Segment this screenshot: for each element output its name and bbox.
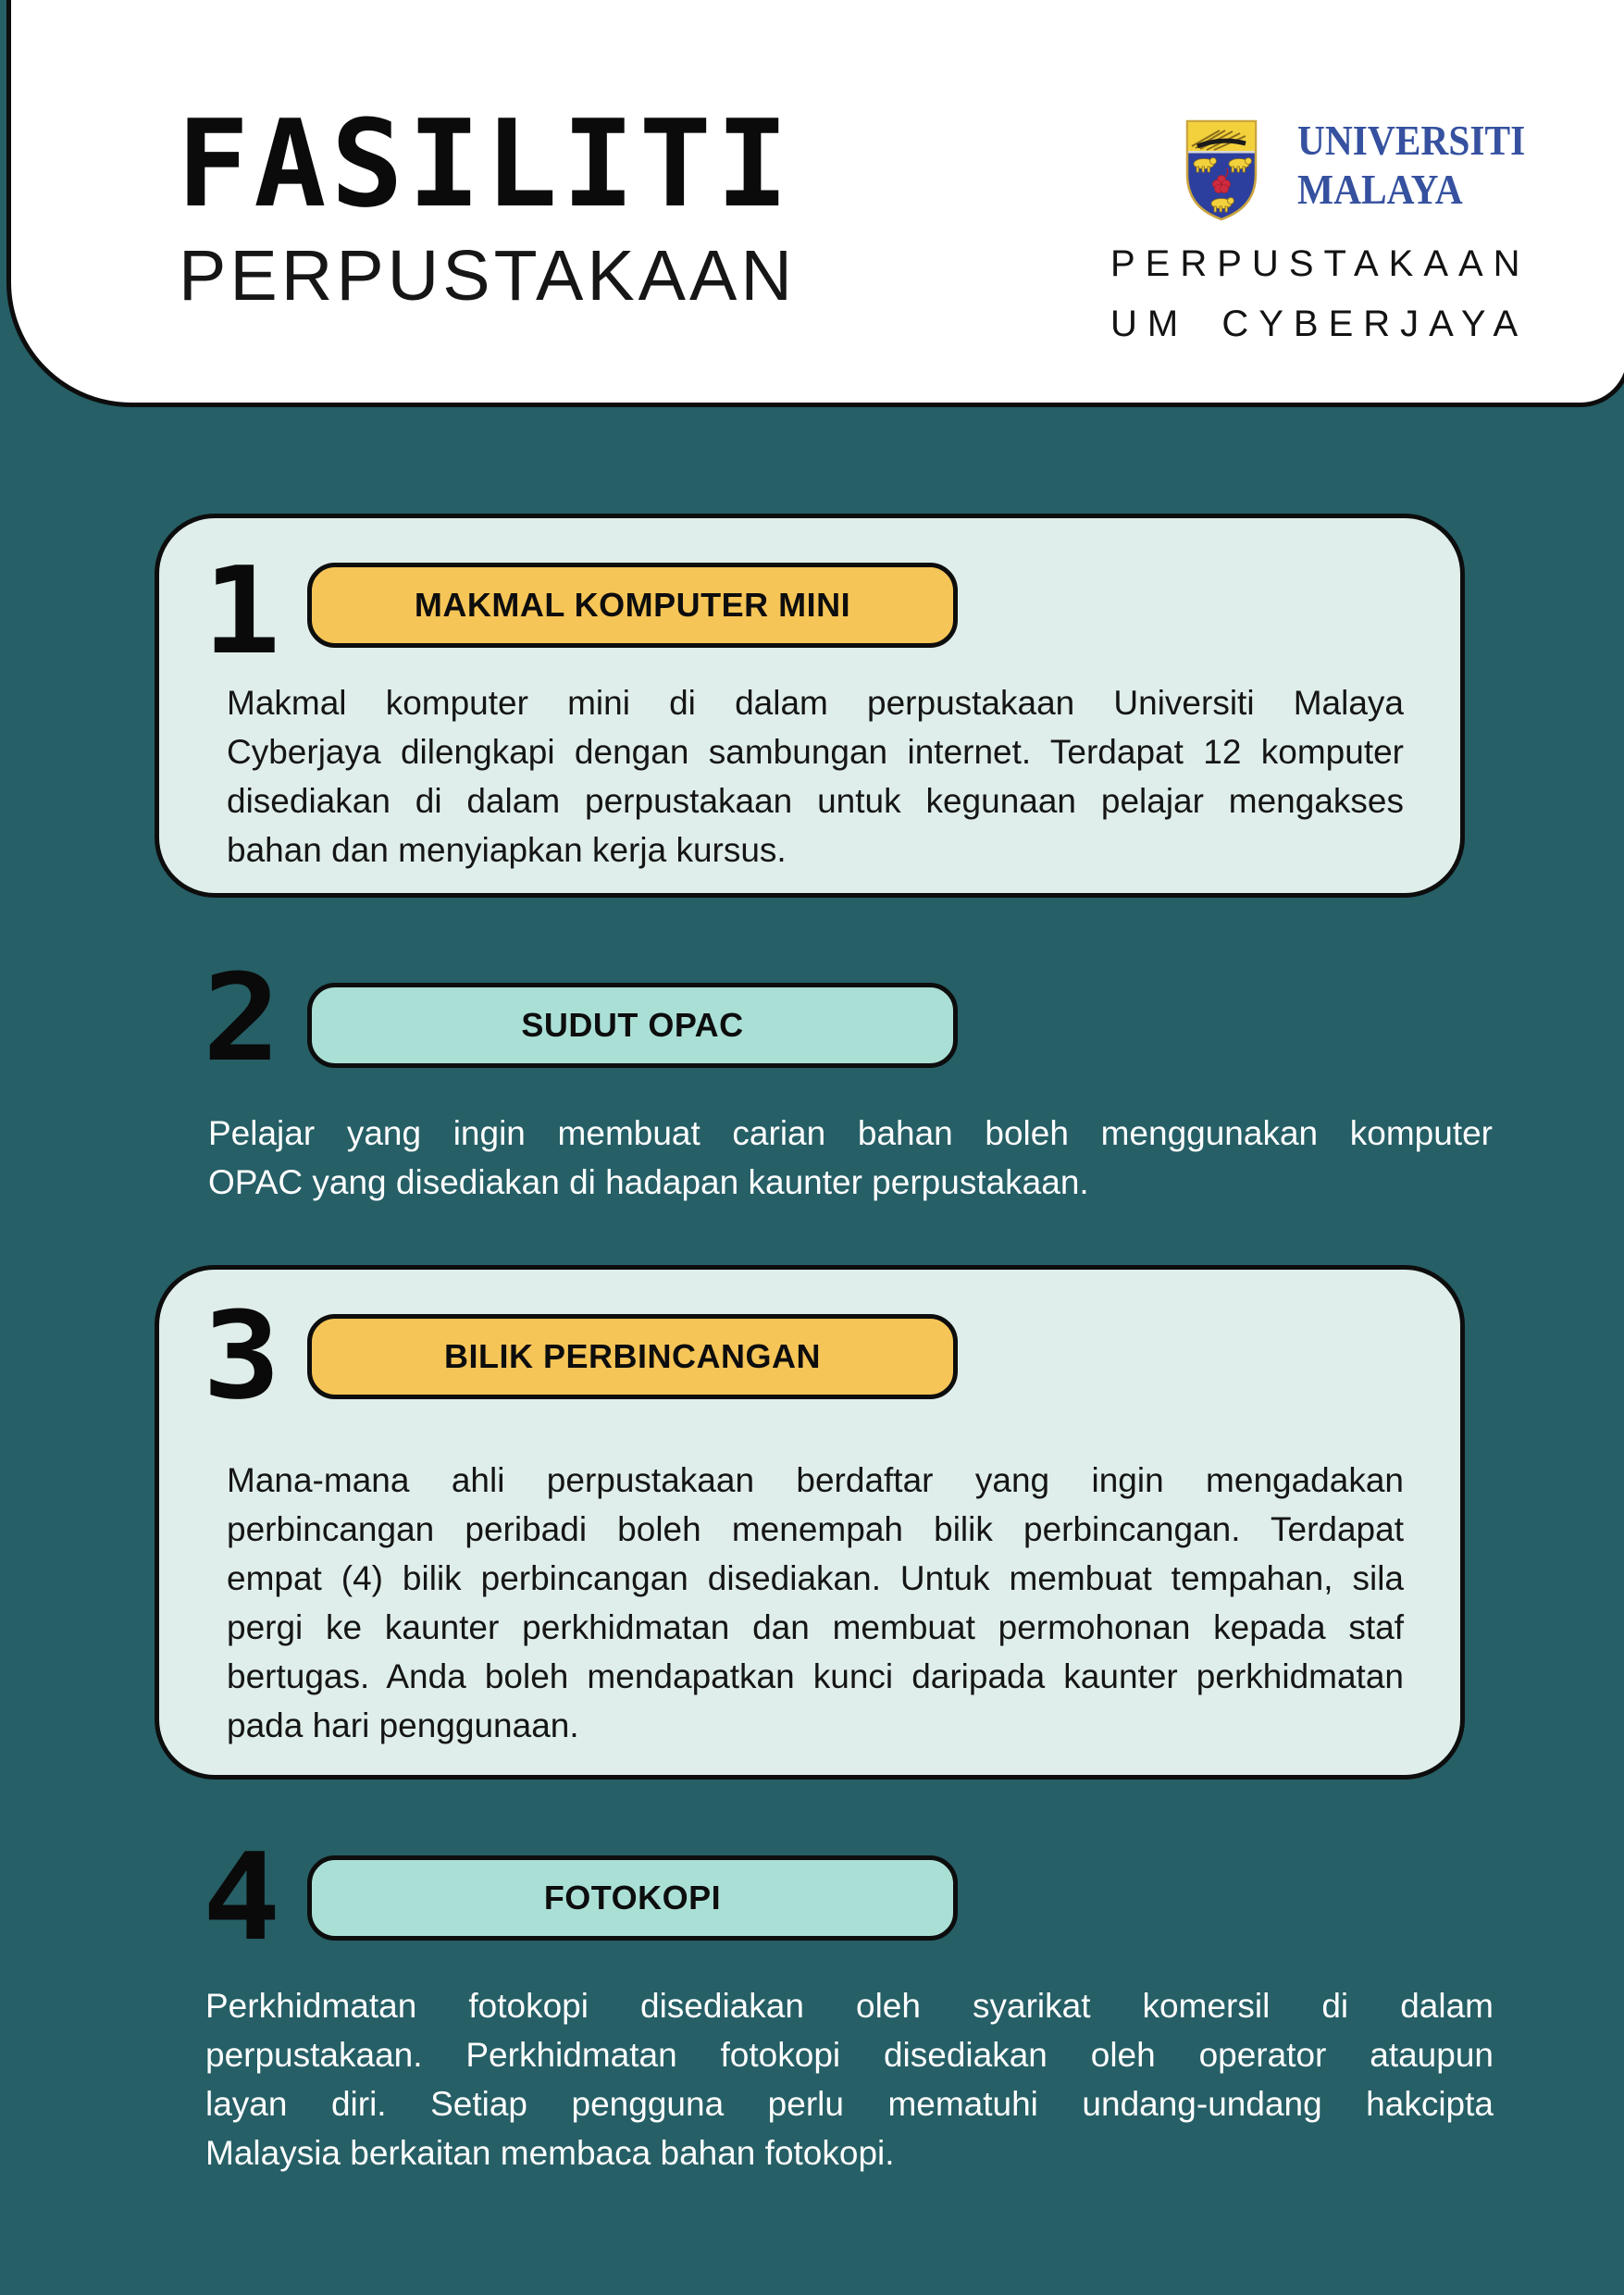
- body-text-line: perpustakaan. Perkhidmatan fotokopi disediakan oleh operator ataupun: [205, 2036, 1494, 2074]
- body-text-line: Malaysia berkaitan membaca bahan fotokopi.: [205, 2134, 895, 2172]
- body-text-line: Pelajar yang ingin membuat carian bahan boleh menggunakan komputer: [208, 1114, 1493, 1152]
- section-4-title: FOTOKOPI: [543, 1879, 722, 1917]
- body-text-line: disediakan di dalam perpustakaan untuk kegunaan pelajar mengakses: [227, 782, 1404, 820]
- body-text-line: Perkhidmatan fotokopi disediakan oleh syarikat komersil di dalam: [205, 1987, 1494, 2025]
- section-4-title-pill: [307, 1855, 958, 1941]
- section-2-title: SUDUT OPAC: [521, 1006, 744, 1044]
- body-text-line: Makmal komputer mini di dalam perpustakaan Universiti Malaya: [227, 684, 1404, 722]
- section-2-number: 2: [202, 948, 281, 1088]
- section-2-title-pill: [307, 983, 958, 1068]
- section-3-card: [155, 1265, 1465, 1780]
- body-text-line: perbincangan peribadi boleh menempah bilik perbincangan. Terdapat: [227, 1510, 1404, 1548]
- um-crest-logo: [1184, 118, 1258, 223]
- section-3-title: BILIK PERBINCANGAN: [443, 1337, 821, 1375]
- section-1-card: [155, 514, 1465, 898]
- body-text-line: pergi ke kaunter perkhidmatan dan membuat permohonan kepada staf: [227, 1608, 1404, 1646]
- body-text-line: pada hari penggunaan.: [227, 1706, 579, 1744]
- section-1-number: 1: [202, 540, 281, 681]
- page-subtitle: PERPUSTAKAAN: [179, 236, 797, 316]
- body-text-line: Cyberjaya dilengkapi dengan sambungan internet. Terdapat 12 komputer: [227, 733, 1404, 771]
- section-3-title-pill: [307, 1314, 958, 1399]
- section-4-body: [205, 1981, 1494, 2177]
- body-text-line: layan diri. Setiap pengguna perlu mematuhi undang-undang hakcipta: [205, 2085, 1494, 2123]
- org-name-line2: UM CYBERJAYA: [1110, 304, 1529, 344]
- page-title: FASILITI: [177, 93, 794, 234]
- org-name-line1: PERPUSTAKAAN: [1110, 243, 1531, 284]
- section-1-title: MAKMAL KOMPUTER MINI: [414, 586, 851, 624]
- section-3-body: [227, 1456, 1404, 1750]
- section-1-body: [227, 678, 1404, 875]
- body-text-line: empat (4) bilik perbincangan disediakan. Untuk membuat tempahan, sila: [227, 1559, 1404, 1597]
- body-text-line: Mana-mana ahli perpustakaan berdaftar yang ingin mengadakan: [227, 1461, 1404, 1499]
- section-3-number: 3: [202, 1285, 281, 1426]
- university-name-line1: UNIVERSITI: [1297, 117, 1526, 164]
- section-2-body: [208, 1109, 1493, 1207]
- body-text-line: bertugas. Anda boleh mendapatkan kunci daripada kaunter perkhidmatan: [227, 1657, 1404, 1695]
- body-text-line: bahan dan menyiapkan kerja kursus.: [227, 831, 787, 869]
- section-4-number: 4: [202, 1827, 281, 1967]
- body-text-line: OPAC yang disediakan di hadapan kaunter perpustakaan.: [208, 1163, 1089, 1201]
- header-card: [6, 0, 1624, 407]
- university-name: [1297, 116, 1525, 214]
- section-1-title-pill: [307, 563, 958, 648]
- university-name-line2: MALAYA: [1297, 166, 1463, 213]
